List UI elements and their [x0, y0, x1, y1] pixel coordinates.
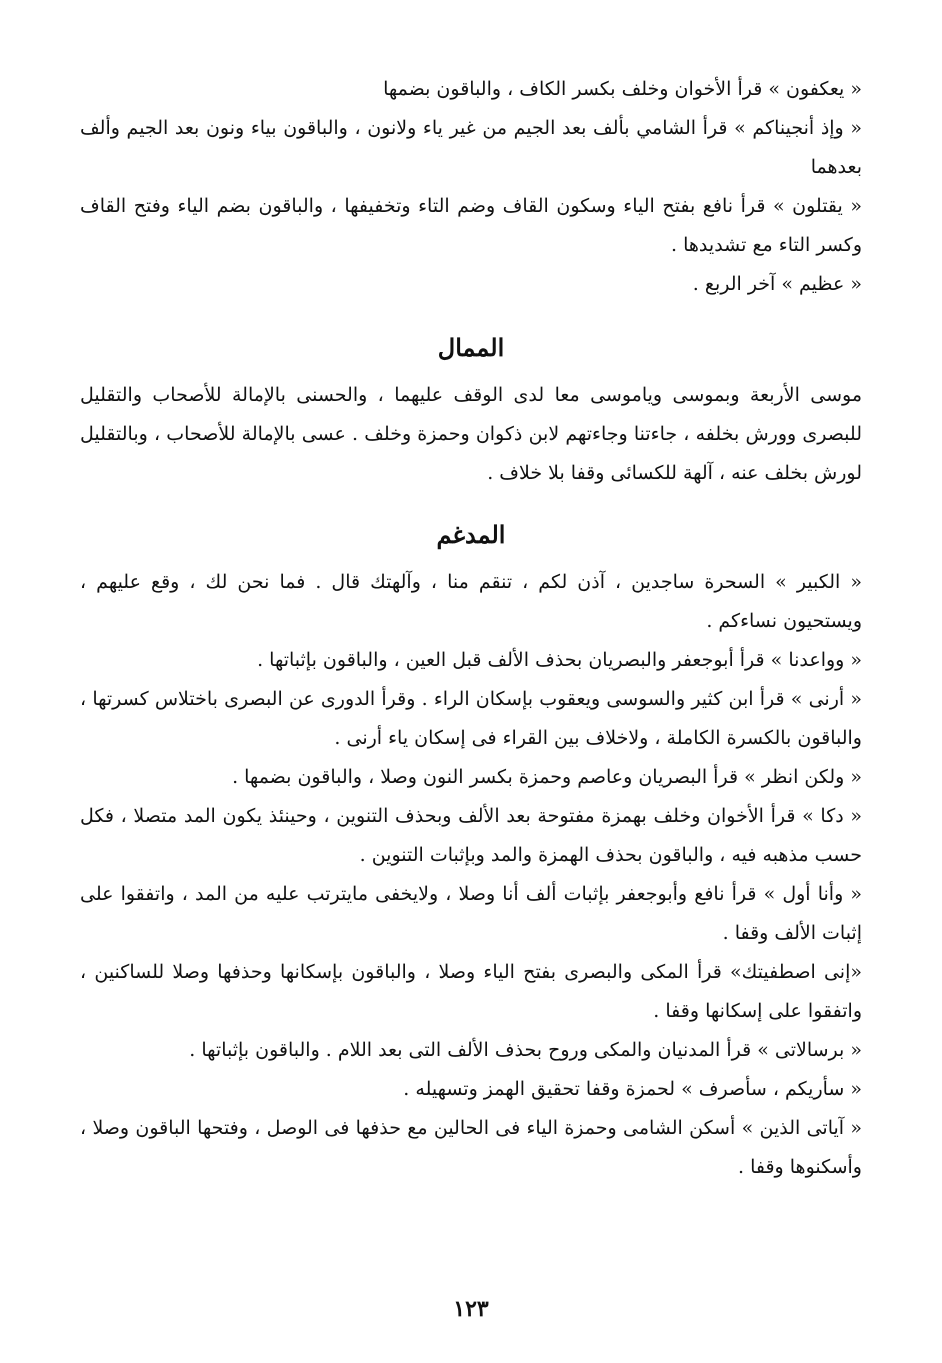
section-mumal: [80, 376, 862, 493]
paragraph: « الكبير » السحرة ساجدين ، آذن لكم ، تنقم منا ، وآلهتك قال . فما نحن لك ، وقع عليهم ، ويستحيون نساءكم .: [80, 571, 862, 632]
paragraph: « يقتلون » قرأ نافع بفتح الياء وسكون القاف وضم التاء وتخفيفها ، والباقون بضم الياء وفتح القاف وكسر التاء مع تشديدها .: [80, 195, 862, 256]
section-intro: [80, 70, 862, 304]
paragraph: « وواعدنا » قرأ أبوجعفر والبصريان بحذف الألف قبل العين ، والباقون بإثباتها .: [257, 649, 862, 671]
paragraph: « أرنى » قرأ ابن كثير والسوسى ويعقوب بإسكان الراء . وقرأ الدورى عن البصرى باختلاس كسرتها ، والباقون بالكسرة الكاملة ، ولاخلاف بين القراء فى إسكان ياء أرنى .: [80, 688, 862, 749]
paragraph: «إنى اصطفيتك» قرأ المكى والبصرى بفتح الياء وصلا ، والباقون بإسكانها وحذفها وصلا للساكنين ، واتفقوا على إسكانها وقفا .: [80, 961, 862, 1022]
paragraph: « سأريكم ، سأصرف » لحمزة وقفا تحقيق الهمز وتسهيله .: [403, 1078, 862, 1100]
paragraph: « برسالاتى » قرأ المدنيان والمكى وروح بحذف الألف التى بعد اللام . والباقون بإثباتها .: [189, 1039, 862, 1061]
section-heading-mudgham: المدغم: [436, 520, 506, 549]
paragraph: موسى الأربعة وبموسى وياموسى معا لدى الوقف عليهما ، والحسنى بالإمالة للأصحاب والتقليل للبصرى وورش بخلفه ، جاءتنا وجاءتهم لابن ذكوان وحمزة وخلف . عسى بالإمالة للأصحاب ، وبالتقليل لورش بخلف عنه ، آلهة للكسائى وقفا بلا خلاف .: [80, 384, 862, 484]
paragraph: « وإذ أنجيناكم » قرأ الشامي بألف بعد الجيم من غير ياء ولانون ، والباقون بياء ونون بعد الجيم وألف بعدهما: [80, 117, 862, 178]
section-heading-mumal: الممال: [437, 333, 505, 362]
paragraph: « ولكن انظر » قرأ البصريان وعاصم وحمزة بكسر النون وصلا ، والباقون بضمها .: [232, 766, 862, 788]
paragraph: « عظيم » آخر الربع .: [692, 273, 862, 295]
paragraph: « وأنا أول » قرأ نافع وأبوجعفر بإثبات ألف أنا وصلا ، ولايخفى مايترتب عليه من المد ، واتفقوا على إثبات الألف وقفا .: [80, 883, 862, 944]
page-number: ١٢٣: [453, 1296, 489, 1322]
paragraph: « آياتى الذين » أسكن الشامى وحمزة الياء فى الحالين مع حذفها فى الوصل ، وفتحها الباقون وصلا ، وأسكنوها وقفا .: [80, 1117, 862, 1178]
paragraph: « يعكفون » قرأ الأخوان وخلف بكسر الكاف ، والباقون بضمها: [383, 78, 862, 100]
paragraph: « دكا » قرأ الأخوان وخلف بهمزة مفتوحة بعد الألف وبحذف التنوين ، وحينئذ يكون المد متصلا ، فكل حسب مذهبه فيه ، والباقون بحذف الهمزة والمد وبإثبات التنوين .: [80, 805, 862, 866]
section-mudgham: [80, 563, 862, 1187]
